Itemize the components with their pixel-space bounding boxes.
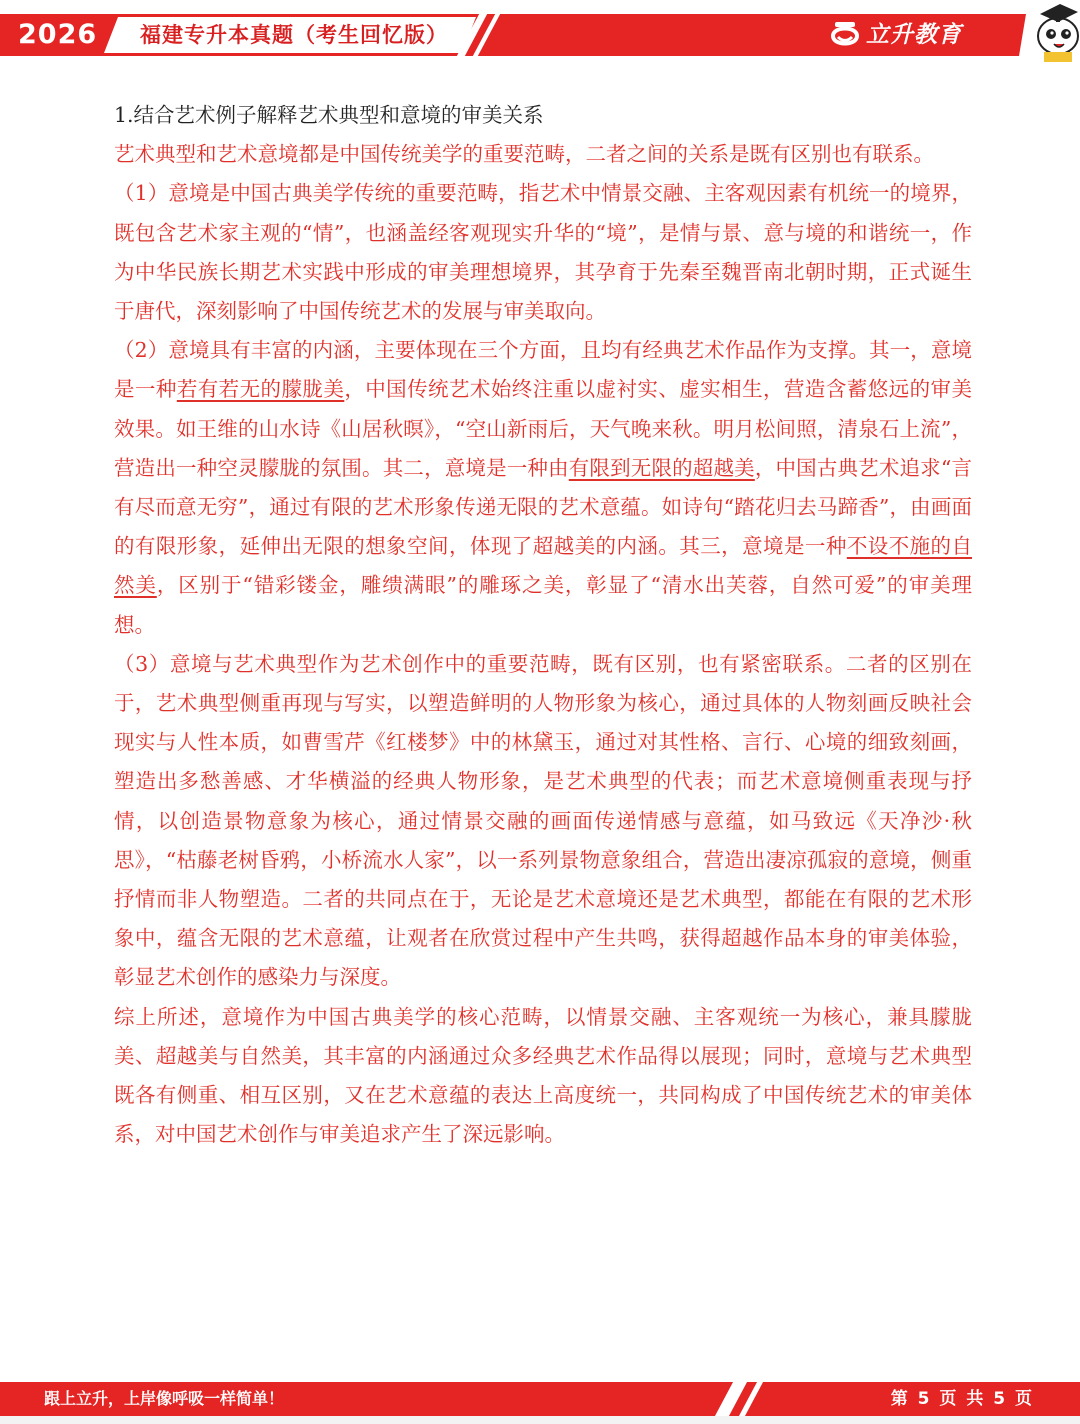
page-header xyxy=(0,0,1080,62)
answer-intro: 艺术典型和艺术意境都是中国传统美学的重要范畴，二者之间的关系是既有区别也有联系。 xyxy=(114,142,934,167)
question-title: 1.结合艺术例子解释艺术典型和意境的审美关系 xyxy=(114,103,544,127)
brand-name: 立升教育 xyxy=(866,22,962,48)
answer-paragraph-1: （1）意境是中国古典美学传统的重要范畴，指艺术中情景交融、主客观因素有机统一的境界，既包含艺术家主观的“情”，也涵盖经客观现实升华的“境”，是情与景、意与境的和谐统一，作为中华民族长期艺术实践中形成的审美理想境界，其孕育于先秦至魏晋南北朝时期，正式诞生于唐代，深刻影响了中国传统艺术的发展与审美取向。 xyxy=(114,181,972,324)
answer-conclusion: 综上所述，意境作为中国古典美学的核心范畴，以情景交融、主客观统一为核心，兼具朦胧美、超越美与自然美，其丰富的内涵通过众多经典艺术作品得以展现；同时，意境与艺术典型既各有侧重、相互区别，又在艺术意蕴的表达上高度统一，共同构成了中国传统艺术的审美体系，对中国艺术创作与审美追求产生了深远影响。 xyxy=(114,1004,972,1147)
answer-content xyxy=(114,96,972,1154)
answer-paragraph-2-text: ，中国古典艺术追求“言有尽而意无穷”，通过有限的艺术形象传递无限的艺术意蕴。如诗句“踏花归去马蹄香”，由画面的有限形象，延伸出无限的想象空间，体现了超越美的内涵。其三，意境是一种 xyxy=(114,455,973,559)
page-number: 第 5 页 共 5 页 xyxy=(890,1389,1034,1409)
underlined-term: 若有若无的朦胧美 xyxy=(176,377,345,402)
footer-slogan: 跟上立升，上岸像呼吸一样简单！ xyxy=(44,1389,285,1408)
lisheng-logo-icon xyxy=(829,20,861,50)
answer-paragraph-2 xyxy=(114,331,972,645)
answer-paragraph-2-text: ，中国传统艺术始终注重以虚衬实、虚实相生，营造含蓄悠远的审美效果。如王维的山水诗《山居秋暝》，“空山新雨后，天气晚来秋。明月松间照，清泉石上流”，营造出一种空灵朦胧的氛围。其二，意境是一种由 xyxy=(114,377,972,480)
answer-paragraph-3: （3）意境与艺术典型作为艺术创作中的重要范畴，既有区别，也有紧密联系。二者的区别在于，艺术典型侧重再现与写实，以塑造鲜明的人物形象为核心，通过具体的人物刻画反映社会现实与人性本质，如曹雪芹《红楼梦》中的林黛玉，通过对其性格、言行、心境的细致刻画，塑造出多愁善感、才华横溢的经典人物形象，是艺术典型的代表；而艺术意境侧重表现与抒情，以创造景物意象为核心，通过情景交融的画面传递情感与意蕴，如马致远《天净沙·秋思》，“枯藤老树昏鸦，小桥流水人家”，以一系列景物意象组合，营造出凄凉孤寂的意境，侧重抒情而非人物塑造。二者的共同点在于，无论是艺术意境还是艺术典型，都能在有限的艺术形象中，蕴含无限的艺术意蕴，让观者在欣赏过程中产生共鸣，获得超越作品本身的审美体验，彰显艺术创作的感染力与深度。 xyxy=(114,651,972,990)
header-title: 福建专升本真题（考生回忆版） xyxy=(140,23,448,47)
graduate-mascot-icon xyxy=(1018,0,1080,62)
answer-paragraph-2-text: （2）意境具有丰富的内涵，主要体现在三个方面，且均有经典艺术作品作为支撑。其一，意境是一种 xyxy=(114,338,972,402)
page-footer xyxy=(0,1382,1080,1424)
header-year: 2026 xyxy=(18,19,98,50)
answer-paragraph-2-text: ，区别于“错彩镂金，雕缋满眼”的雕琢之美，彰显了“清水出芙蓉，自然可爱”的审美理想。 xyxy=(114,573,973,637)
underlined-term: 不设不施的自然美 xyxy=(114,534,972,598)
underlined-term: 有限到无限的超越美 xyxy=(568,455,755,480)
footer-shadow xyxy=(0,1416,1080,1424)
